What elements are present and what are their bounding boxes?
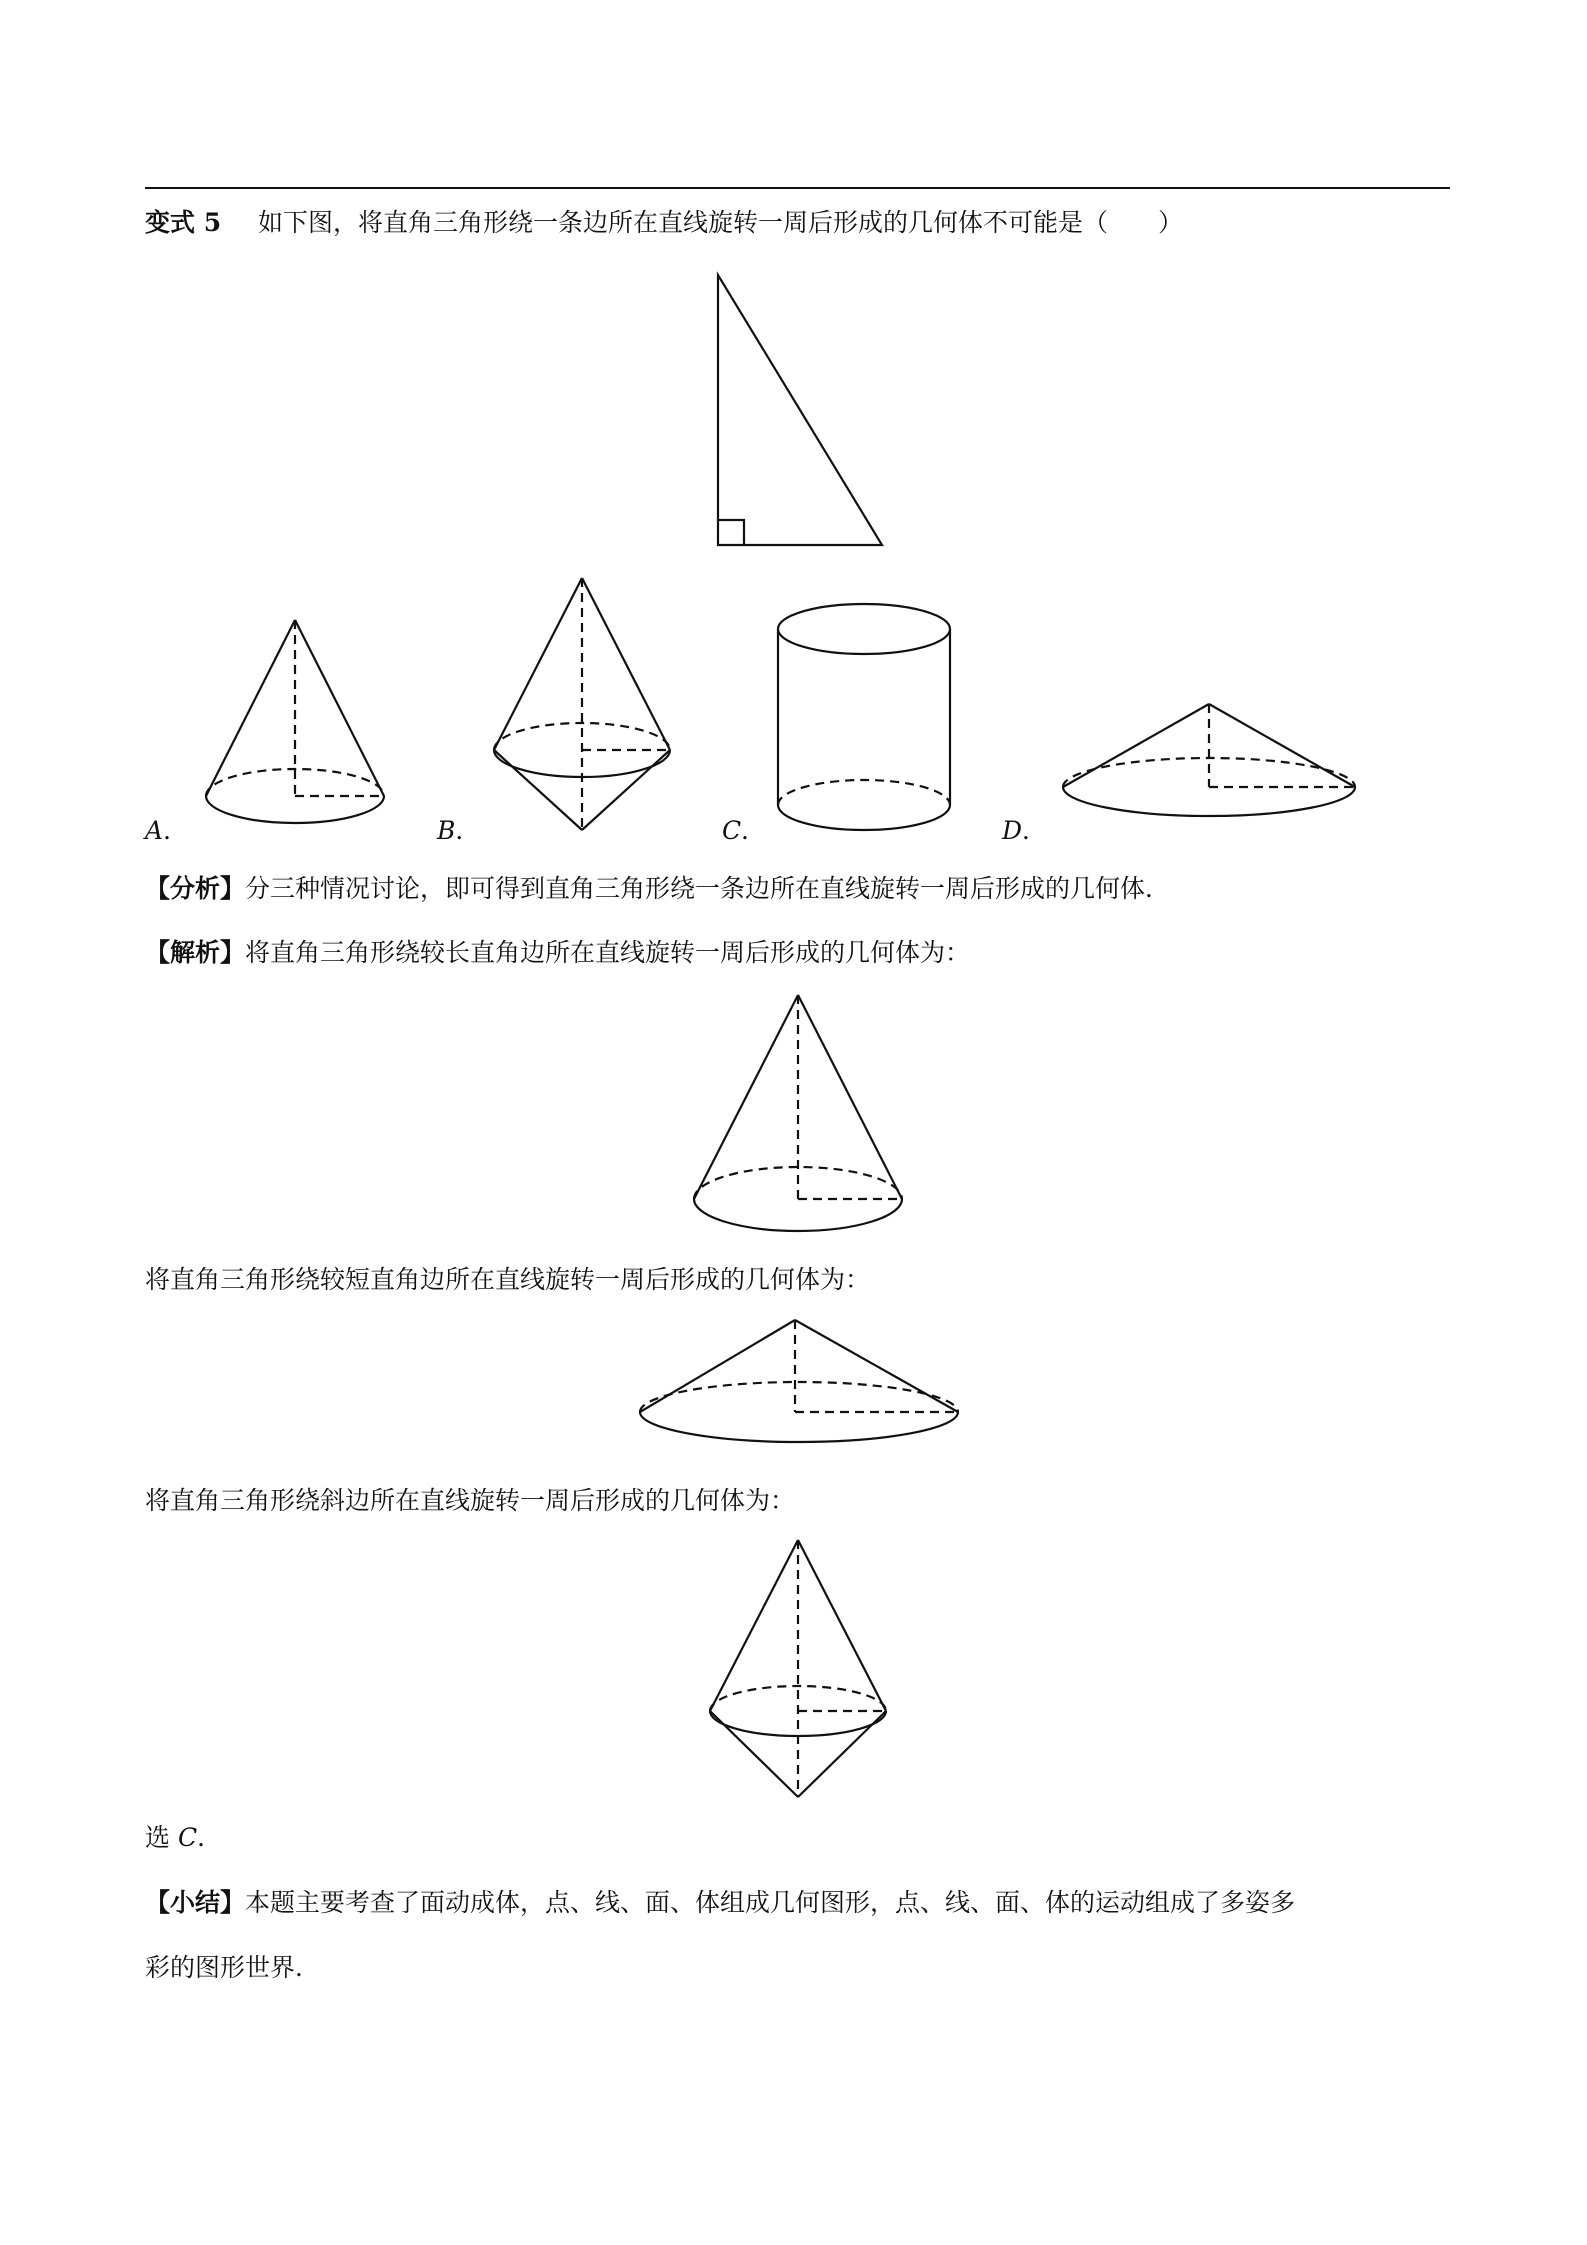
solution-case1: 将直角三角形绕较长直角边所在直线旋转一周后形成的几何体为： [245,938,971,967]
analysis-text: 分三种情况讨论，即可得到直角三角形绕一条边所在直线旋转一周后形成的几何体． [245,874,1171,903]
option-d-dot: ． [1022,816,1048,845]
answer-line [145,1825,222,1850]
summary-text-1: 本题主要考查了面动成体，点、线、面、体组成几何图形，点、线、面、体的运动组成了多姿多 [245,1888,1296,1917]
answer-letter: C [177,1823,198,1852]
answer-prefix: 选 [145,1823,178,1852]
option-b-letter: B [437,816,456,845]
summary-line-1 [145,1890,1295,1915]
summary-line-2: 彩的图形世界． [145,1953,321,1982]
solution-case2: 将直角三角形绕较短直角边所在直线旋转一周后形成的几何体为： [145,1265,871,1294]
option-c-dot: ． [741,816,767,845]
option-b-dot: ． [455,816,481,845]
option-a-dot: ． [163,816,189,845]
question-label: 变式 5 [145,208,222,237]
option-d-letter: D [1002,816,1023,845]
option-a-letter: A [145,816,164,845]
answer-suffix: ． [197,1823,223,1852]
solution-case3: 将直角三角形绕斜边所在直线旋转一周后形成的几何体为： [145,1486,796,1515]
solution-tag: 【解析】 [145,938,246,967]
question-stem: 如下图，将直角三角形绕一条边所在直线旋转一周后形成的几何体不可能是（ ） [258,208,1184,237]
summary-tag: 【小结】 [145,1888,246,1917]
analysis-tag: 【分析】 [145,874,246,903]
option-c-letter: C [722,816,742,845]
